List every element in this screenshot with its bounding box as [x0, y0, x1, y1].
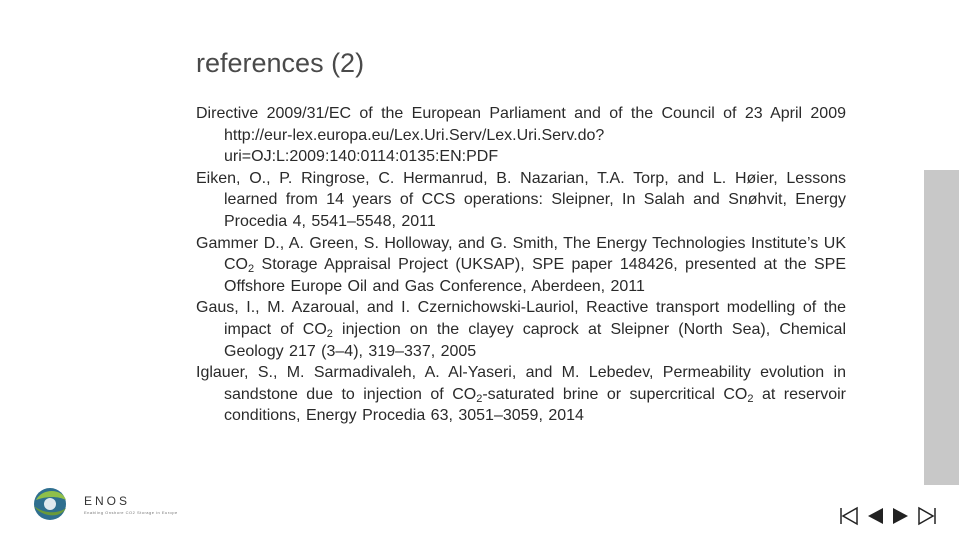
- next-slide-icon[interactable]: [890, 505, 912, 527]
- reference-item: [196, 103, 846, 168]
- logo-name: ENOS: [84, 494, 131, 508]
- reference-text: -saturated brine or supercritical CO: [482, 385, 748, 403]
- reference-item: [196, 297, 846, 362]
- subscript-text: 2: [248, 263, 255, 276]
- subscript-text: 2: [326, 327, 333, 340]
- reference-item: [196, 362, 846, 427]
- reference-text: Gaus, I., M. Azaroual, and I. Czernichowski-Lauriol, Reactive transport modelling of the impact of CO: [196, 299, 846, 338]
- reference-text: Storage Appraisal Project (UKSAP), SPE paper 148426, presented at the SPE Offshore Europe Oil and Gas Conference, Aberdeen, 2011: [224, 256, 846, 295]
- slide-navigation: [838, 505, 938, 527]
- first-slide-icon[interactable]: [838, 505, 860, 527]
- reference-text: Directive 2009/31/EC of the European Parliament and of the Council of 23 April 2009 http://eur-lex.europa.eu/Lex.Uri.Serv/Lex.Uri.Serv.do?uri=OJ:L:2009:140:0114:0135:EN:PDF: [196, 105, 846, 166]
- previous-slide-icon[interactable]: [864, 505, 886, 527]
- scrollbar[interactable]: [924, 170, 959, 485]
- last-slide-icon[interactable]: [916, 505, 938, 527]
- logo-mark: [34, 488, 66, 520]
- reference-text: Eiken, O., P. Ringrose, C. Hermanrud, B. Nazarian, T.A. Torp, and L. Høier, Lessons learned from 14 years of CCS operations: Sleipner, In Salah and Snøhvit, Energy Procedia 4, 5541–5548, 2011: [196, 169, 846, 230]
- slide-title: references (2): [196, 48, 365, 78]
- reference-item: [196, 168, 846, 233]
- reference-text: Iglauer, S., M. Sarmadivaleh, A. Al-Yaseri, and M. Lebedev, Permeability evolution in sandstone due to injection of CO: [196, 364, 846, 403]
- references-list: [196, 103, 846, 427]
- subscript-text: 2: [476, 392, 483, 405]
- logo-tagline: Enabling Onshore CO2 Storage in Europe: [84, 510, 178, 515]
- reference-item: [196, 233, 846, 298]
- subscript-text: 2: [747, 392, 754, 405]
- reference-text: Gammer D., A. Green, S. Holloway, and G. Smith, The Energy Technologies Institute’s UK CO: [196, 234, 846, 274]
- reference-text: injection on the clayey caprock at Sleipner (North Sea), Chemical Geology 217 (3–4), 319–337, 2005: [224, 320, 847, 360]
- reference-text: at reservoir conditions, Energy Procedia 63, 3051–3059, 2014: [224, 385, 847, 425]
